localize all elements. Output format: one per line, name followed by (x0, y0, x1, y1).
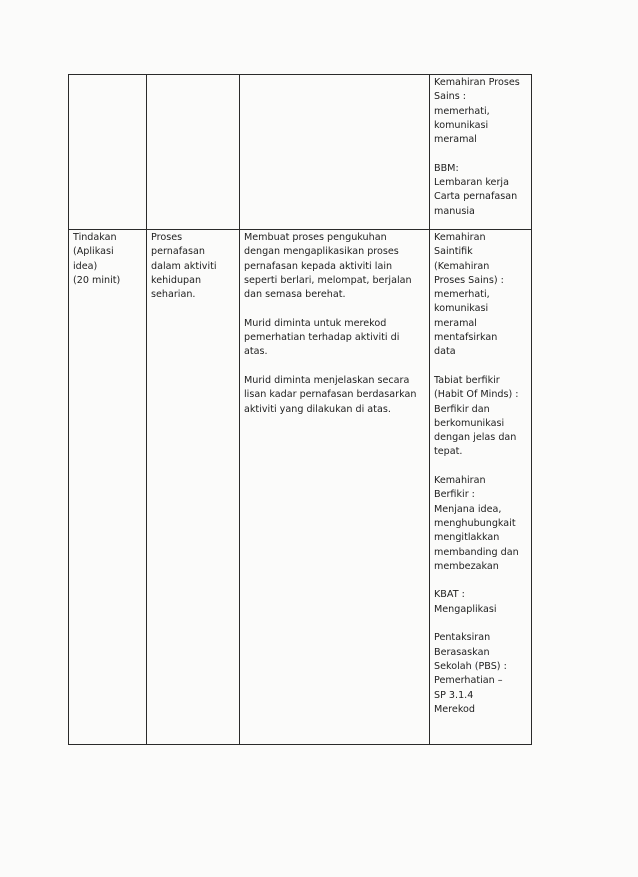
cell-text-line: BBM: (434, 162, 459, 174)
cell-text-line: (Habit Of Minds) : (434, 389, 519, 401)
cell-text-line: tepat. (434, 446, 463, 458)
cell-text-line: Kemahiran Proses (434, 77, 520, 88)
table-cell-activity (240, 75, 430, 230)
cell-text-line: (Aplikasi (73, 246, 114, 258)
cell-text-block (244, 231, 425, 302)
cell-text-line: seperti berlari, melompat, berjalan (244, 274, 412, 286)
cell-text-line: aktiviti yang dilakukan di atas. (244, 403, 391, 415)
cell-text-line: Proses (151, 232, 183, 243)
table-row (69, 230, 532, 745)
cell-text-line: komunikasi (434, 119, 489, 131)
cell-text-line: berkomunikasi (434, 417, 505, 429)
cell-text-block (244, 374, 425, 417)
cell-text-line: membanding dan (434, 546, 519, 558)
cell-text-line: menghubungkait (434, 517, 516, 529)
cell-text-line: (20 minit) (73, 274, 121, 286)
cell-text-line: Murid diminta menjelaskan secara (244, 374, 410, 386)
cell-text-line: pernafasan (151, 246, 205, 258)
cell-text-line: membezakan (434, 560, 499, 572)
table-cell-notes (430, 75, 532, 230)
cell-text-line: Pemerhatian – (434, 675, 503, 687)
cell-text-line: kehidupan (151, 274, 202, 286)
table-cell-content (147, 75, 240, 230)
table-cell-content (147, 230, 240, 745)
cell-text-line: Proses Sains) : (434, 274, 504, 286)
cell-text-line: SP 3.1.4 (434, 689, 474, 701)
cell-text-line: lisan kadar pernafasan berdasarkan (244, 389, 417, 401)
table-cell-activity (240, 230, 430, 745)
cell-text-line: (Kemahiran (434, 260, 490, 272)
cell-text-line: meramal (434, 317, 477, 329)
cell-text-line: manusia (434, 205, 475, 217)
cell-text-line: Tindakan (73, 232, 117, 243)
cell-text-line: seharian. (151, 289, 196, 301)
lesson-plan-table (68, 74, 532, 745)
cell-text-block (434, 588, 527, 617)
cell-text-block (434, 474, 527, 574)
cell-text-line: Merekod (434, 703, 475, 715)
cell-text-line: Kemahiran (434, 232, 486, 243)
cell-text-line: Sekolah (PBS) : (434, 660, 507, 672)
cell-text-line: meramal (434, 134, 477, 146)
cell-text-line: dengan jelas dan (434, 432, 517, 444)
cell-text-line: Saintifik (434, 246, 473, 258)
table-cell-notes (430, 230, 532, 745)
cell-text-line: Menjana idea, (434, 503, 502, 515)
cell-text-line: memerhati, (434, 289, 490, 301)
table-cell-stage (69, 75, 147, 230)
cell-text-line: dalam aktiviti (151, 260, 217, 272)
cell-text-line: pernafasan kepada aktiviti lain (244, 260, 393, 272)
cell-text-line: Berasaskan (434, 646, 490, 658)
cell-text-line: Carta pernafasan (434, 191, 518, 203)
cell-text-line: Membuat proses pengukuhan (244, 232, 387, 243)
cell-text-line: Berfikir : (434, 489, 475, 501)
cell-text-line: idea) (73, 260, 98, 272)
cell-text-line: Tabiat berfikir (434, 374, 500, 386)
cell-text-line: memerhati, (434, 105, 490, 117)
cell-text-line: dan semasa berehat. (244, 289, 346, 301)
table-row (69, 75, 532, 230)
cell-text-block (434, 76, 527, 147)
cell-text-line: komunikasi (434, 303, 489, 315)
cell-text-block (434, 631, 527, 717)
cell-text-line: Pentaksiran (434, 632, 491, 644)
cell-text-line: dengan mengaplikasikan proses (244, 246, 399, 258)
cell-text-block (434, 231, 527, 360)
cell-text-line: Mengaplikasi (434, 603, 497, 615)
cell-text-block (244, 317, 425, 360)
cell-text-block (434, 162, 527, 219)
table-cell-stage (69, 230, 147, 745)
cell-text-line: mengitlakkan (434, 532, 500, 544)
cell-text-line: Lembaran kerja (434, 177, 509, 189)
cell-text-line: KBAT : (434, 589, 465, 601)
cell-text-line: pemerhatian terhadap aktiviti di atas. (244, 332, 400, 358)
cell-text-line: Murid diminta untuk merekod (244, 317, 387, 329)
cell-text-line: Sains : (434, 91, 466, 103)
cell-text-line: Kemahiran (434, 475, 486, 487)
cell-text-line: Berfikir dan (434, 403, 490, 415)
cell-text-line: data (434, 346, 456, 358)
cell-text-block (434, 374, 527, 460)
cell-text-line: mentafsirkan (434, 332, 498, 344)
